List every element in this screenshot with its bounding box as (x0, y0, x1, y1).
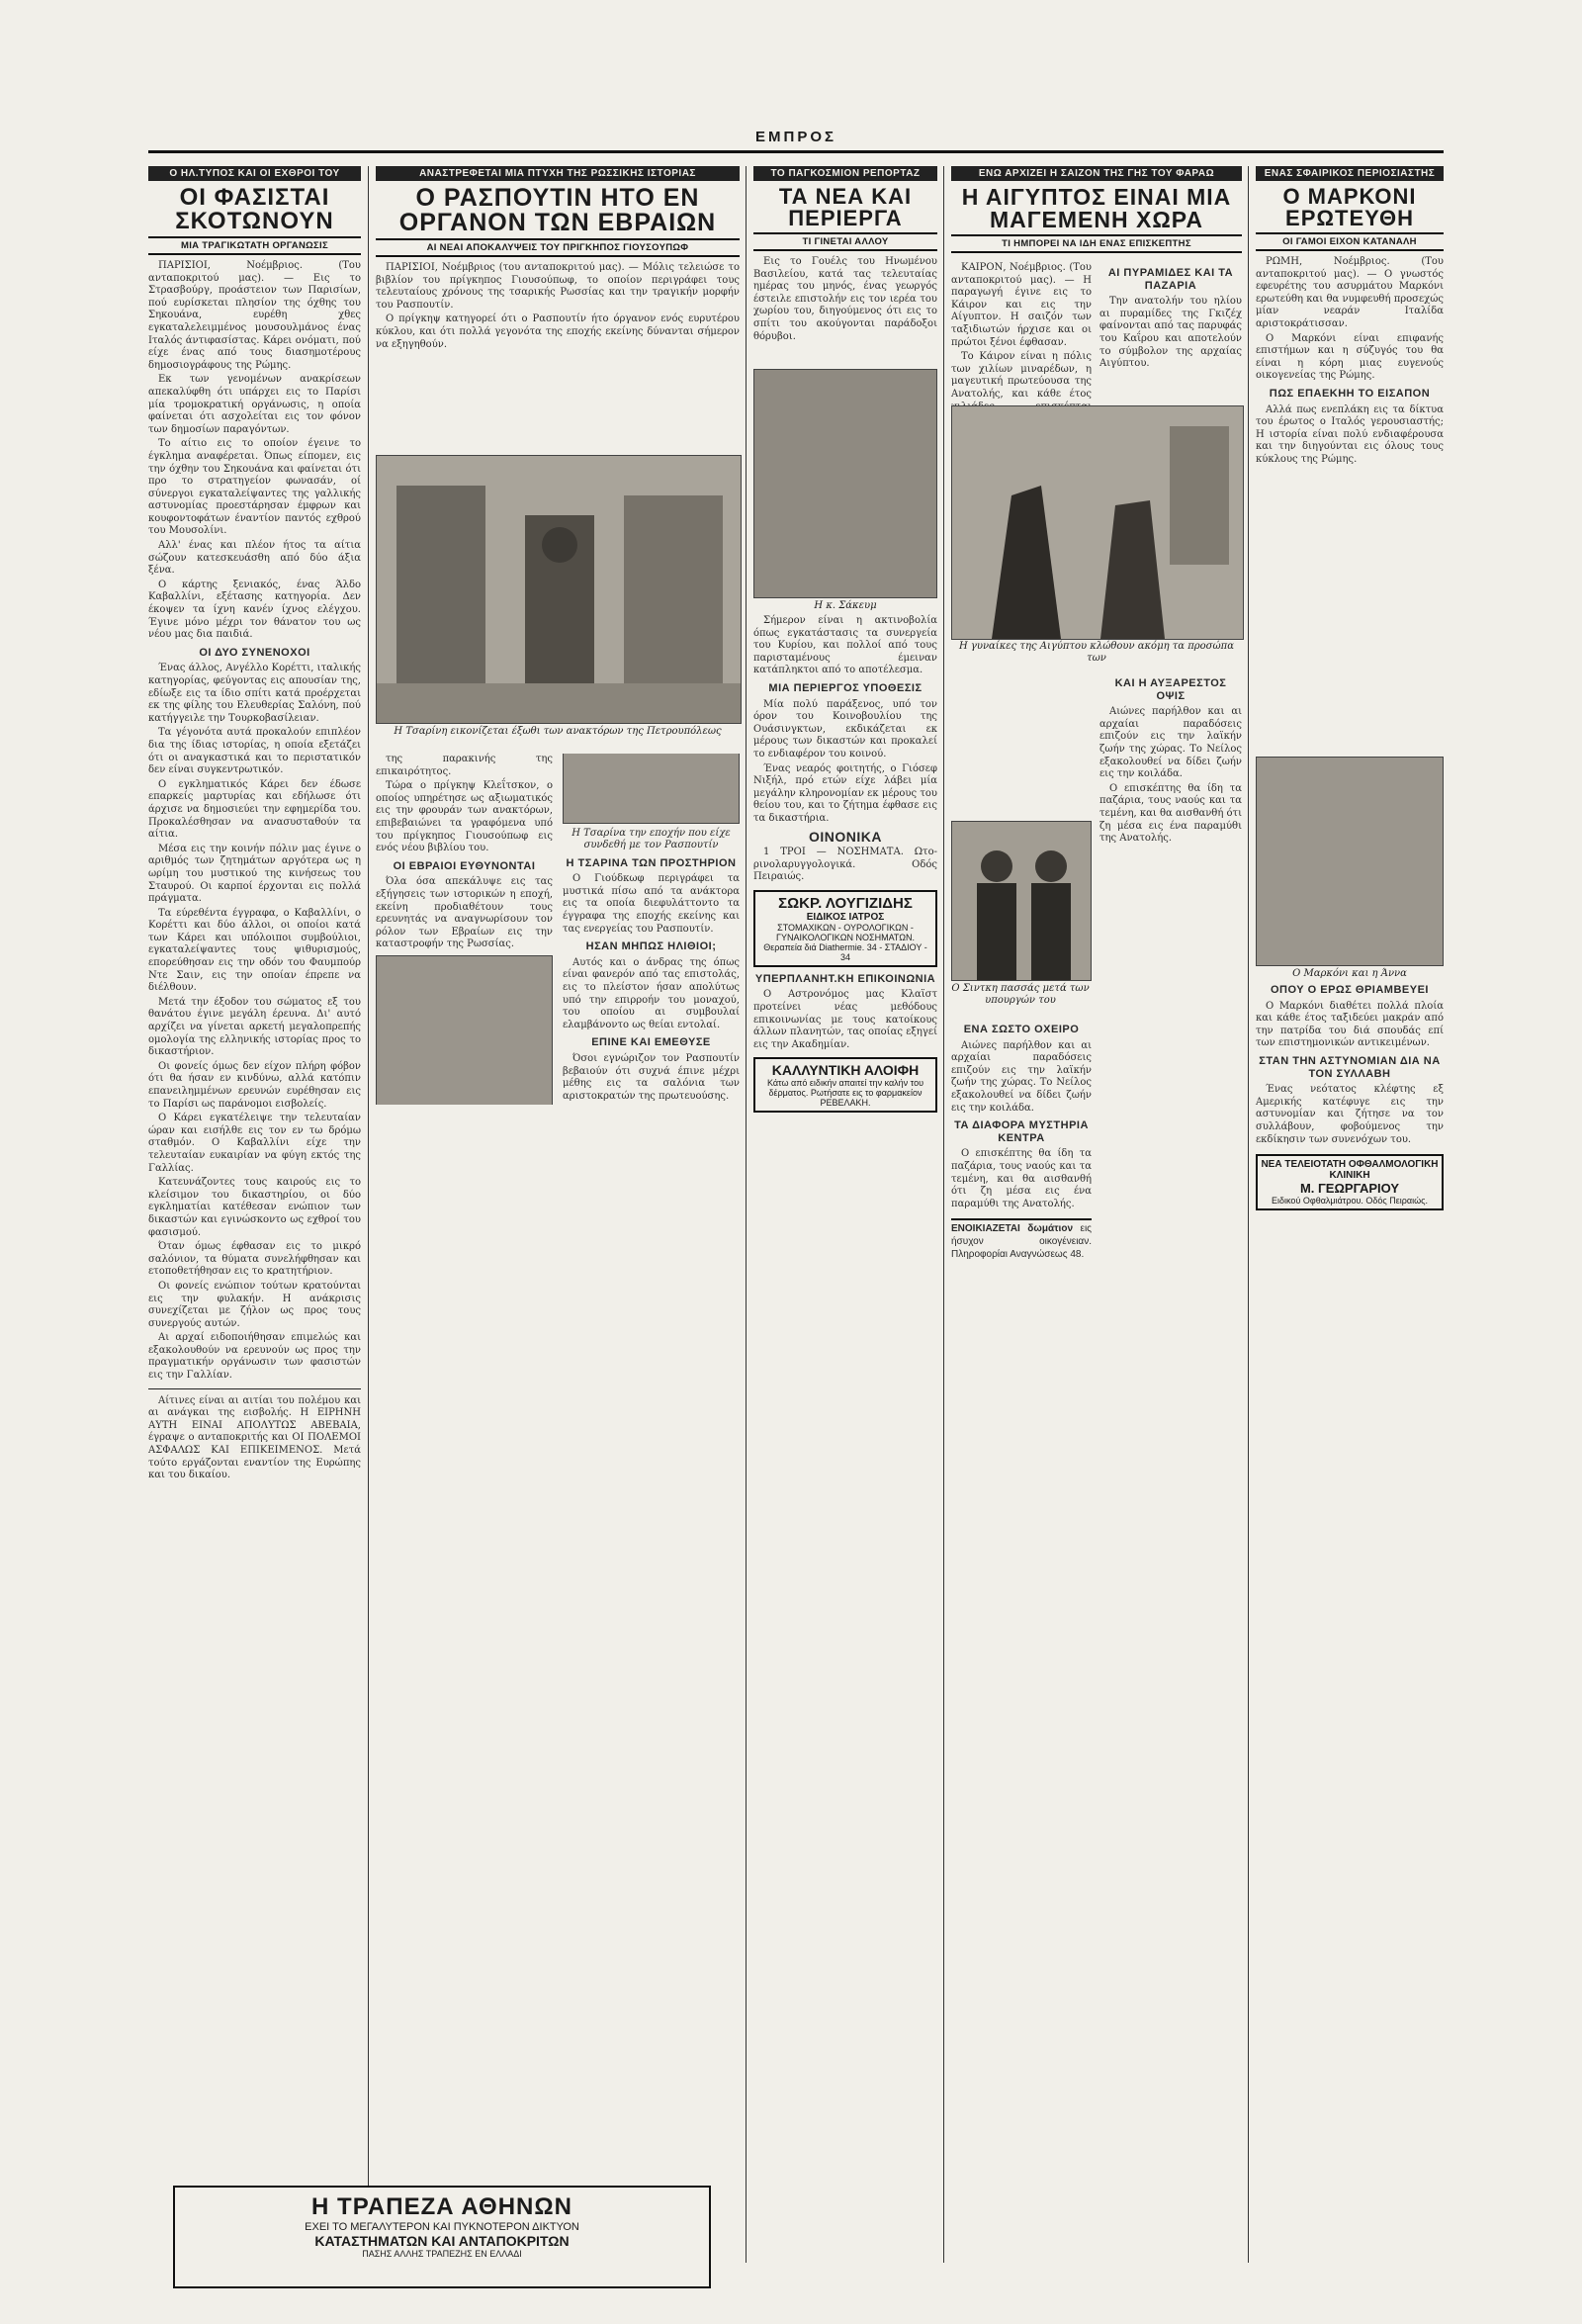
ad-text: εις ήσυχον οικογένειαν. Πληροφορίαι Αναγνώσεως 48. (951, 1223, 1092, 1260)
paragraph: Ο εγκληματικός Κάρει δεν έδωσε επαρκείς μαρτυρίας και εδήλωσε ότι άρχισε να δημοσιεύει την εφημερίδα του. Προκαλέσθησαν να ανασυσταθούν τα αίτια. (148, 778, 361, 841)
photo-caption: Η Τσαρίνα την εποχήν που είχε συνδεθή με τον Ρασπουτίν (571, 827, 731, 851)
photo-egyptian-women (951, 405, 1244, 640)
paragraph: Όσοι εγνώριζον τον Ρασπουτίν βεβαιούν ότι συχνά έπινε μέχρι μέθης εις τα σαλόνια των αριστοκρατών της πρωτευούσης. (563, 1053, 740, 1102)
article-body (1256, 984, 1444, 1146)
article-deck: ΜΙΑ ΤΡΑΓΙΚΩΤΑΤΗ ΟΡΓΑΝΩΣΙΣ (148, 236, 361, 255)
section-subhead: ΤΑ ΔΙΑΦΟΡΑ ΜΥΣΤΗΡΙΑ ΚΕΝΤΡΑ (954, 1119, 1089, 1144)
photo-sidky-pasha (951, 821, 1092, 981)
paragraph: Ένας νεότατος κλέφτης εξ Αμερικής κατέφυγε εις την αστυνομίαν και ζήτησε να τον συλλάβουν, φοβούμενος την εκδίκησιν των συνενόχων του. (1256, 1084, 1444, 1145)
section-subhead: ΟΙ ΔΥΟ ΣΥΝΕΝΟΧΟΙ (199, 646, 310, 659)
ad-title: Η ΤΡΑΠΕΖΑ ΑΘΗΝΩΝ (311, 2193, 572, 2220)
photo-tsarina-palace (376, 455, 742, 724)
paragraph: Οι φονείς όμως δεν είχον πλήρη φόβον ότι θα ήσαν εν κινδύνω, αλλά κατόπιν επανειλημμένων ερευνών ευρέθησαν εις το Παρίσι ως παράνομοι εισβολείς. (148, 1060, 361, 1110)
paragraph: Τα εύρεθέντα έγγραφα, ο Καβαλλίνι, ο Κορέττι και δύο άλλοι, οι οποίοι κατά των Κάρει και υπόλοιποι συμβούλιοι, εγκαταλείψαντες τους ψιθυρισμούς, επορεύθησαν εις την οδόν του Φαυμπούρ Ντε Σαιν, εις την οποίαν έπρεπε να διέλθουν. (148, 907, 361, 994)
section-subhead: ΑΙ ΠΥΡΑΜΙΔΕΣ ΚΑΙ ΤΑ ΠΑΖΑΡΙΑ (1107, 267, 1234, 292)
section-subhead: ΟΙΝΟΝΙΚΑ (809, 828, 882, 845)
paragraph: ΠΑΡΙΣΙΟΙ, Νοέμβριος (του ανταποκριτού μας). — Μόλις τελειώσε το βιβλίον του πρίγκηπος Γιουσούπωφ, το οποίον περιγράφει τους τελευταίους χρόνους της τσαρικής Ρωσσίας και την τραγικήν μορφήν του Ρασπουτίν. (376, 262, 740, 311)
section-subhead: ΟΙ ΕΒΡΑΙΟΙ ΕΥΘΥΝΟΝΤΑΙ (393, 859, 536, 872)
section-subhead: ΟΠΟΥ Ο ΕΡΩΣ ΘΡΙΑΜΒΕΥΕΙ (1271, 984, 1429, 996)
paragraph: Ο επισκέπτης θα ίδη τα παζάρια, τους ναούς και τα τεμένη, και θα αισθανθή ότι ζη μέσα εις ένα παραμύθι της Ανατολής. (1099, 782, 1242, 845)
section-subhead: ΚΑΙ Η ΑΥΞΑΡΕΣΤΟΣ ΟΨΙΣ (1114, 677, 1227, 702)
section-subhead: ΕΠΙΝΕ ΚΑΙ ΕΜΕΘΥΣΕ (591, 1036, 711, 1049)
paragraph: Την ανατολήν του ηλίου αι πυραμίδες της Γκιζέχ φαίνονται από τας παρυφάς του Καΐρου και αποτελούν το σύμβολον της αρχαίας Αιγύπτου. (1099, 296, 1242, 370)
article-fascists (148, 166, 361, 2184)
article-headline: ΟΙ ΦΑΣΙΣΤΑΙ ΣΚΟΤΩΝΟΥΝ (175, 184, 334, 234)
cosmetic-ad (753, 1057, 937, 1113)
article-body (1099, 672, 1242, 2186)
ad-text: Ειδικού Οφθαλμιάτρου. Οδός Πειραιώς. (1272, 1196, 1428, 1207)
paragraph: Αίτινες είναι αι αιτίαι του πολέμου και αι ανάγκαι της εισβολής. Η ΕΙΡΗΝΗ ΑΥΤΗ ΕΙΝΑΙ ΑΠΟΛΥΤΩΣ ΑΒΕΒΑΙΑ, έγραψε ο ανταποκριτής και ΟΙ ΠΟΛΕΜΟΙ ΑΣΦΑΛΩΣ ΚΑΙ ΕΠΙΚΕΙΜΕΝΟΣ. Μετά τούτο εργάζονται εναντίον της Ευρώπης και του δικαίου. (148, 1394, 361, 1481)
paragraph: Εις το Γουέλς του Ηνωμένου Βασιλείου, κατά τας τελευταίας ημέρας του μηνός, ένας γεωργός έστειλε επιστολήν εις τον ιερέα του χωρίου του, διηγούμενος ότι εις το σπίτι του ακούγονται παράδοξοι θόρυβοι. (753, 256, 937, 342)
ad-line: ΠΑΣΗΣ ΑΛΛΗΣ ΤΡΑΠΕΖΗΣ ΕΝ ΕΛΛΑΔΙ (362, 2249, 522, 2259)
article-kicker: ΕΝΩ ΑΡΧΙΖΕΙ Η ΣΑΙΖΟΝ ΤΗΣ ΓΗΣ ΤΟΥ ΦΑΡΑΩ (951, 166, 1242, 181)
section-subhead: ΜΙΑ ΠΕΡΙΕΡΓΟΣ ΥΠΟΘΕΣΙΣ (768, 681, 923, 694)
paragraph: Το αίτιο εις το οποίον έγεινε το έγκλημα αναφέρεται. Όπως είπομεν, εις την όχθην του Σηκουάνα και φαίνεται ότι προ το στρατηγείον φωνασάν, οί σύνεργοι εγκαταλείψαντες της γαλλικής αστυνομίας προεστάρησαν έμφρων και κουφοντοφάτων έναντίον παντός εχθρού του Μουσολίνι. (148, 438, 361, 537)
paragraph: Το Κάιρον είναι η πόλις των χιλίων μιναρέδων, η μαγευτική πρωτεύουσα της Ανατολής, και κάθε έτος (951, 351, 1092, 400)
article-kicker: ΕΝΑΣ ΣΦΑΙΡΙΚΟΣ ΠΕΡΙΟΣΙΑΣΤΗΣ (1256, 166, 1444, 181)
paragraph: της παρακινής της επικαιρότητος. (376, 754, 553, 777)
paragraph: Ένας νεαρός φοιτητής, ο Γιόσεφ Νιξήλ, πρό ετών είχε λάβει μία μεγάλην κληρονομίαν εκ μέρους του θείου του, και το ζήτημα έφθασε εις τα δικαστήρια. (753, 762, 937, 824)
paragraph: 1 ΤΡΟΙ — ΝΟΣΗΜΑΤΑ. Ωτο-ρινολαρυγγολογικά. Οδός Πειραιώς. (753, 847, 937, 883)
article-body (753, 973, 937, 1052)
paragraph: ΠΑΡΙΣΙΟΙ, Νοέμβριος. (Του ανταποκριτού μας). — Εις το Στρασβούργ, προάστειον των Παρισίων, πού ευρίσκεται πλησίον της όχθης του Σηκουάνα, ευρέθη χθες εγκαταλελειμμένος μουσουλμάνος ένας Ιταλός άντιφασίστας. Κάρει ονόματι, πού είχε ένας από τους διασημοτέρους δημοσιογράφους της Ρώμης. (148, 260, 361, 371)
ad-text: Κάτω από ειδικήν απαιτεί την καλήν του δέρματος. Ρωτήσατε εις το φαρμακείον ΡΕΒΕΛΑΚΗ. (766, 1078, 924, 1109)
ad-name: Μ. ΓΕΩΡΓΑΡΙΟΥ (1299, 1181, 1400, 1197)
article-marconi (1256, 166, 1444, 2184)
ad-text: ΣΤΟΜΑΧΙΚΩΝ - ΟΥΡΟΛΟΓΙΚΩΝ - ΓΥΝΑΙΚΟΛΟΓΙΚΩΝ ΝΟΣΗΜΑΤΩΝ. Θεραπεία διά Diathermie. 34 - ΣΤΑΔΙΟΥ - 34 (763, 922, 927, 962)
article-kicker: ΤΟ ΠΑΓΚΟΣΜΙΟΝ ΡΕΠΟΡΤΑΖ (753, 166, 937, 181)
section-subhead: ΗΣΑΝ ΜΗΠΩΣ ΗΛΙΘΙΟΙ; (585, 940, 717, 953)
article-body (951, 1019, 1092, 2186)
article-rasputin-continued (376, 754, 740, 2019)
paragraph: Ο Γιούδκωφ περιγράφει τα μυστικά πίσω από τα ανάκτορα εις τα οποία διεφυλάττοντο τα έγγραφα της εποχής εκείνης και τας ενεργείας του Ρασπουτίν. (563, 873, 740, 935)
newspaper-masthead (148, 129, 1444, 153)
paragraph: Ο Κάρει εγκατέλειψε την τελευταίαν ώραν και εισήλθε εις τον εν τω δρόμω σταθμόν. Ο Καβαλλίνι είχε την τελευταίαν ευκαιρίαν να φύγη εκτός της Γαλλίας. (148, 1113, 361, 1174)
article-headline: Ο ΜΑΡΚΟΝΙ ΕΡΩΤΕΥΘΗ (1282, 184, 1417, 230)
article-headline: Ο ΡΑΣΠΟΥΤΙΝ ΗΤΟ ΕΝ ΟΡΓΑΝΟΝ ΤΩΝ ΕΒΡΑΙΩΝ (398, 184, 717, 236)
paragraph: Ένας άλλος, Ανγέλλο Κορέττι, ιταλικής κατηγορίας, φεύγοντας εις απουσίαν της, εδίωξε εις τα ίδιο σπίτι κατά προέρχεται εκ της φίλης του Ελευθερίας Σαλόνη, πού κατήγγειλε την Τουρκοβασίλειαν. (148, 663, 361, 724)
paragraph: Αυτός και ο άνδρας της όπως είναι φανερόν από τας επιστολάς, εις το πλείστον ήσαν απολύτως υπό την επιρροήν του μοναχού, του οποίου αι συμβουλαί ελαμβάνοντο ως θείαι εντολαί. (563, 956, 740, 1030)
ad-title: ΚΑΛΛΥΝΤΙΚΗ ΑΛΟΙΦΗ (771, 1062, 920, 1079)
paragraph: Αιώνες παρήλθον και αι αρχαίαι παραδόσεις επιζούν εις την λαϊκήν ζωήν της χώρας. Το Νείλος εξακολουθεί να δίδει ζωήν εις την κοιλάδα. (951, 1039, 1092, 1114)
article-body (951, 262, 1092, 401)
ad-title: ΕΙΔΙΚΟΣ ΙΑΤΡΟΣ (806, 911, 885, 923)
section-subhead: ΕΝΑ ΣΩΣΤΟ ΟΧΕΙΡΟ (963, 1024, 1080, 1035)
article-headline: ΤΑ ΝΕΑ ΚΑΙ ΠΕΡΙΕΡΓΑ (778, 184, 913, 230)
paragraph: ΡΩΜΗ, Νοέμβριος. (Του ανταποκριτού μας). — Ο γνωστός εφευρέτης του ασυρμάτου Μαρκόνι ερωτεύθη και θα νυμφευθή προσεχώς μίαν νεαράν Ιταλίδα αριστοκράτισσαν. (1256, 256, 1444, 329)
photo-caption: Η γυναίκες της Αιγύπτου κλώθουν ακόμη τα προσώπα των (959, 641, 1234, 664)
bank-of-athens-ad (173, 2186, 711, 2288)
article-body (1256, 256, 1444, 751)
paragraph: Ο Μαρκόνι διαθέτει πολλά πλοία και κάθε έτος ταξιδεύει μακράν από την πατρίδα του διά σπουδάς επί των επιστημονικών αντικειμένων. (1256, 1000, 1444, 1049)
paragraph: Μέσα εις την κοινήν πόλιν μας έγινε ο αριθμός των ζητημάτων αργότερα ως η ωρίμη του μυστικού της κινήσεως του Σταυρού. Οι καρποί έρχονται εις πολλά πράγματα. (148, 843, 361, 905)
ad-line: ΕΧΕΙ ΤΟ ΜΕΓΑΛΥΤΕΡΟΝ ΚΑΙ ΠΥΚΝΟΤΕΡΟΝ ΔΙΚΤΥΟΝ (305, 2221, 579, 2233)
paragraph: Αι αρχαί ειδοποιήθησαν επιμελώς και εξακολουθούν να ερευνούν ως προς την πραγματικήν οργάνωσιν των φασιστών εις την Γαλλίαν. (148, 1332, 361, 1382)
article-deck: ΤΙ ΗΜΠΟΡΕΙ ΝΑ ΙΔΗ ΕΝΑΣ ΕΠΙΣΚΕΠΤΗΣ (951, 234, 1242, 253)
article-body (376, 262, 740, 450)
photo-caption: Ο Σιντκη πασσάς μετά των υπουργών του (951, 983, 1090, 1006)
paragraph: Ο κάρτης ξενιακός, ένας Άλδο Καβαλλίνι, εξέτασης κατηγορία. Δεν έκοψεν τα ίχνη κανέν ίχνος ελέγχου. Έγινε μόνο μέχρι τον θάνατον του ως νέου μας δια παιδιά. (148, 579, 361, 641)
paragraph: Όταν όμως έφθασαν εις το μικρό σαλόνιον, τα θύματα συνελήφθησαν και ετοποθετήθησαν εις το κρατητήριον. (148, 1241, 361, 1278)
photo-woman-portrait (753, 369, 937, 598)
doctor-ad (753, 890, 937, 967)
article-deck: ΑΙ ΝΕΑΙ ΑΠΟΚΑΛΥΨΕΙΣ ΤΟΥ ΠΡΙΓΚΗΠΟΣ ΓΙΟΥΣΟΥΠΩΦ (376, 238, 740, 257)
ad-title: ΕΝΟΙΚΙΑΖΕΤΑΙ δωμάτιον (951, 1223, 1073, 1235)
section-subhead: ΥΠΕΡΠΛΑΝΗΤ.ΚΗ ΕΠΙΚΟΙΝΩΝΙΑ (754, 972, 936, 985)
ad-title: ΝΕΑ ΤΕΛΕΙΟΤΑΤΗ ΟΦΘΑΛΜΟΛΟΓΙΚΗ ΚΛΙΝΙΚΗ (1261, 1159, 1439, 1182)
rental-ad (951, 1218, 1092, 1261)
column-divider (943, 166, 944, 2263)
paragraph: Κατευνάζοντες τους καιρούς εις το κλείσιμον του δικαστηρίου, οι δύο εγκληματίαι κατέθεσαν ενώπιον των δικαστών και εγινώσκοντο ως εχθροί του φασισμού. (148, 1177, 361, 1238)
article-body (148, 260, 361, 1482)
paragraph: Όλα όσα απεκάλυψε εις τας εξήγησεις των ιστορικών η εποχή, εκείνη προδιαθέτουν τους ερευνητάς να αναγνωρίσουν τον ρόλον των Εβραίων εις την καταστροφήν της Ρωσσίας. (376, 876, 553, 950)
article-kicker: ΑΝΑΣΤΡΕΦΕΤΑΙ ΜΙΑ ΠΤΥΧΗ ΤΗΣ ΡΩΣΣΙΚΗΣ ΙΣΤΟΡΙΑΣ (376, 166, 740, 181)
column-divider (1248, 166, 1249, 2263)
paper-name: ΕΜΠΡΟΣ (754, 129, 836, 145)
column-divider (746, 166, 747, 2263)
photo-caption: Ο Μαρκόνι και η Άννα (1292, 968, 1407, 979)
paragraph: Ο Μαρκόνι είναι επιφανής επιστήμων και η σύζυγός του θα είναι η κόρη μιας ευγενούς οικογενείας της Ρώμης. (1256, 332, 1444, 382)
article-news-curiosities (753, 166, 937, 2184)
photo-marconi-couple (1256, 757, 1444, 966)
paragraph: Αιώνες παρήλθον και αι αρχαίαι παραδόσεις επιζούν εις την λαϊκήν ζωήν της χώρας. Το Νείλος εξακολουθεί να δίδει ζωήν εις την κοιλάδα. (1099, 706, 1242, 780)
eye-clinic-ad (1256, 1154, 1444, 1210)
paragraph: Μετά την έξοδον του σώματος εξ του θανάτου έγινε μεγάλη έρευνα. Δι' αυτό αρχίζει να γίνεται αρκετή μεγαλοπρεπής ομολογία της ελληνικής ιστορίας προς το δικαστήριον. (148, 996, 361, 1058)
paragraph: Τα γέγονότα αυτά προκαλούν επιπλέον δια της ίδιας ιστορίας, η οποία εξετάζει ότι οι αναγκαστικά και το περιστατικόν δεν είναι συγκεντρωτικόν. (148, 727, 361, 776)
article-deck: ΤΙ ΓΙΝΕΤΑΙ ΑΛΛΟΥ (753, 232, 937, 251)
paragraph: Αλλά πως ενεπλάκη εις τα δίκτυα του έρωτος ο Ιταλός γερουσιαστής; Η ιστορία είναι πολύ ενδιαφέρουσα και την διηγούνται εις όλους τους κύκλους της Ρώμης. (1256, 403, 1444, 465)
article-kicker: Ο ΗΛ.ΤΥΠΟΣ ΚΑΙ ΟΙ ΕΧΘΡΟΙ ΤΟΥ (148, 166, 361, 181)
article-body (753, 256, 937, 365)
article-body (1099, 262, 1242, 401)
article-body (753, 615, 937, 884)
paragraph: Τώρα ο πρίγκηψ Κλεΐτσκον, ο οποίος υπηρέτησε ως αξιωματικός εις την φρουράν των ανακτόρων, επιβεβαιώνει τα γραφόμενα υπό του πρίγκηπος Γιουσούπωφ εις ενός νέου βιβλίου του. (376, 780, 553, 854)
paragraph: Οι φονείς ενώπιον τούτων κρατούνται εις την φυλακήν. Η ανάκρισις συνεχίζεται με ζήλον ως προς τους συνεργούς αυτών. (148, 1280, 361, 1329)
section-subhead: ΠΩΣ ΕΠΑΕΚΗΗ ΤΟ ΕΙΣΑΠΟΝ (1269, 387, 1431, 400)
photo-caption: Η Τσαρίνη εικονίζεται έξωθι των ανακτόρων της Πετρουπόλεως (394, 726, 722, 737)
paragraph: Εκ των γενομένων ανακρίσεων απεκαλύφθη ότι υπάρχει εις το Παρίσι μία τρομοκρατική οργάνωσις, η οποία φαίνεται ότι ασχολείται εις τον φόνον των δημοσίων παραγόντων. (148, 374, 361, 435)
paragraph: Ο Αστρονόμος μας Κλαϊστ προτείνει νέας μεθόδους επικοινωνίας με τους κατοίκους άλλων πλανητών, τας οποίας εξηγεί εις την Ακαδημίαν. (753, 989, 937, 1050)
section-subhead: Η ΤΣΑΡΙΝΑ ΤΩΝ ΠΡΟΣΤΗΡΙΟΝ (566, 856, 737, 869)
section-subhead: ΣΤΑΝ ΤΗΝ ΑΣΤΥΝΟΜΙΑΝ ΔΙΑ ΝΑ ΤΟΝ ΣΥΛΛΑΒΗ (1259, 1054, 1441, 1080)
paragraph: Ο επισκέπτης θα ίδη τα παζάρια, τους ναούς και τα τεμένη, και θα αισθανθή ότι ζη μέσα εις ένα παραμύθι της Ανατολής. (951, 1148, 1092, 1209)
paragraph: Αλλ' ένας και πλέον ήτος τα αίτια σώζουν κατεσκευάσθη από δύο άξια ξένα. (148, 540, 361, 577)
article-headline: Η ΑΙΓΥΠΤΟΣ ΕΙΝΑΙ ΜΙΑ ΜΑΓΕΜΕΝΗ ΧΩΡΑ (961, 184, 1232, 232)
column-divider (368, 166, 369, 2263)
article-deck: ΟΙ ΓΑΜΟΙ ΕΙΧΟΝ ΚΑΤΑΝΑΛΗ (1256, 232, 1444, 251)
paragraph: Μία πολύ παράξενος, υπό τον όρον του Κοινοβουλίου της Ουάσινγκτων, εκδικάζεται εκ μέρους των δικαστών και προκαλεί το ενδιαφέρον του κοινού. (753, 698, 937, 760)
photo-caption: Η κ. Σάκευμ (814, 600, 877, 611)
ad-line: ΚΑΤΑΣΤΗΜΑΤΩΝ ΚΑΙ ΑΝΤΑΠΟΚΡΙΤΩΝ (314, 2233, 570, 2249)
ad-name: ΣΩΚΡ. ΛΟΥΓΙΖΙΔΗΣ (778, 894, 913, 912)
paragraph: Σήμερον είναι η ακτινοβολία όπως εγκατάστασις τα συνεργεία του Κυρίου, και πολλοί από τους παρισταμένους έμειναν κατάπληκτοι από το αποτέλεσμα. (753, 615, 937, 676)
divider (148, 1388, 361, 1389)
paragraph: ΚΑΙΡΟΝ, Νοέμβριος. (Του ανταποκριτού μας). — Η παραγωγή έγινε εις το Κάιρον και εις την Αίγυπτον. Η σαιζόν των ταξιδιωτών ήρχισε και οι πρώτοι ξένοι έφθασαν. (951, 262, 1092, 348)
paragraph: Ο πρίγκηψ κατηγορεί ότι ο Ρασπουτίν ήτο όργανον ενός ευρυτέρου κύκλου, και ότι πολλά γεγονότα της εποχής εκείνης δύνανται σήμερον να εξηγηθούν. (376, 313, 740, 350)
